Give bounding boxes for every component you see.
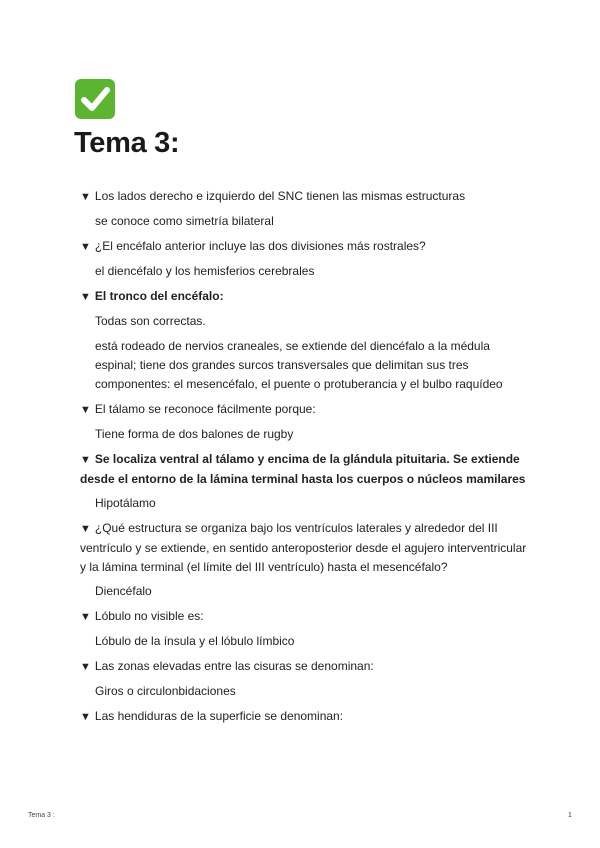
- question-text: Las hendiduras de la superficie se denominan:: [94, 709, 344, 723]
- triangle-down-icon[interactable]: ▼: [80, 241, 91, 253]
- question-text: ¿Qué estructura se organiza bajo los ventrículos laterales y alrededor del III ventrículo y se extiende, en sentido anteroposterior desde el agujero interventricular y la lámina terminal (el límite del III ventrículo) hasta el mesencéfalo?: [80, 521, 527, 574]
- answer-text: está rodeado de nervios craneales, se extiende del diencéfalo a la médula espinal; tiene dos grandes surcos transversales que delimitan sus tres componentes: el mesencéfalo, el puente o protuberancia y el bulbo raquídeo: [95, 339, 503, 391]
- toggle-item: [80, 287, 530, 394]
- toggle-question[interactable]: [80, 519, 530, 577]
- triangle-down-icon[interactable]: ▼: [80, 191, 91, 203]
- question-text: El tronco del encéfalo:: [94, 289, 224, 303]
- answer-text: el diencéfalo y los hemisferios cerebrales: [95, 264, 315, 278]
- answer-text: Tiene forma de dos balones de rugby: [95, 427, 294, 441]
- triangle-down-icon[interactable]: ▼: [80, 404, 91, 416]
- question-text: Se localiza ventral al tálamo y encima de la glándula pituitaria. Se extiende desde el entorno de la lámina terminal hasta los cuerpos o núcleos mamilares: [80, 452, 526, 486]
- triangle-down-icon[interactable]: ▼: [80, 291, 91, 303]
- toggle-question[interactable]: [80, 657, 530, 677]
- question-text: Las zonas elevadas entre las cisuras se denominan:: [94, 659, 374, 673]
- toggle-item: [80, 707, 530, 727]
- answer-text: Todas son correctas.: [95, 314, 206, 328]
- toggle-question[interactable]: [80, 187, 530, 207]
- check-mark-icon: [75, 79, 115, 119]
- toggle-question[interactable]: [80, 287, 530, 307]
- toggle-question[interactable]: [80, 607, 530, 627]
- question-text: ¿El encéfalo anterior incluye las dos divisiones más rostrales?: [94, 239, 426, 253]
- toggle-item: [80, 519, 530, 601]
- triangle-down-icon[interactable]: ▼: [80, 611, 91, 623]
- page-title: Tema 3:: [74, 127, 180, 159]
- toggle-list: [80, 187, 530, 732]
- toggle-question[interactable]: [80, 400, 530, 420]
- answer-text: Lóbulo de la ínsula y el lóbulo límbico: [95, 634, 295, 648]
- answer-text: Hipotálamo: [95, 496, 156, 510]
- toggle-item: [80, 657, 530, 701]
- toggle-question[interactable]: [80, 237, 530, 257]
- toggle-item: [80, 607, 530, 651]
- triangle-down-icon[interactable]: ▼: [80, 661, 91, 673]
- question-text: El tálamo se reconoce fácilmente porque:: [94, 402, 316, 416]
- footer-title: Tema 3 :: [28, 812, 55, 819]
- question-text: Lóbulo no visible es:: [94, 609, 204, 623]
- toggle-item: [80, 187, 530, 231]
- answer-text: Giros o circulonbidaciones: [95, 684, 236, 698]
- answer-text: Diencéfalo: [95, 584, 152, 598]
- toggle-question[interactable]: [80, 707, 530, 727]
- page-number: 1: [568, 812, 572, 819]
- answer-text: se conoce como simetría bilateral: [95, 214, 274, 228]
- toggle-item: [80, 237, 530, 281]
- triangle-down-icon[interactable]: ▼: [80, 454, 91, 466]
- triangle-down-icon[interactable]: ▼: [80, 711, 91, 723]
- triangle-down-icon[interactable]: ▼: [80, 523, 91, 535]
- toggle-item: [80, 450, 530, 513]
- toggle-question[interactable]: [80, 450, 530, 489]
- question-text: Los lados derecho e izquierdo del SNC tienen las mismas estructuras: [94, 189, 466, 203]
- toggle-item: [80, 400, 530, 444]
